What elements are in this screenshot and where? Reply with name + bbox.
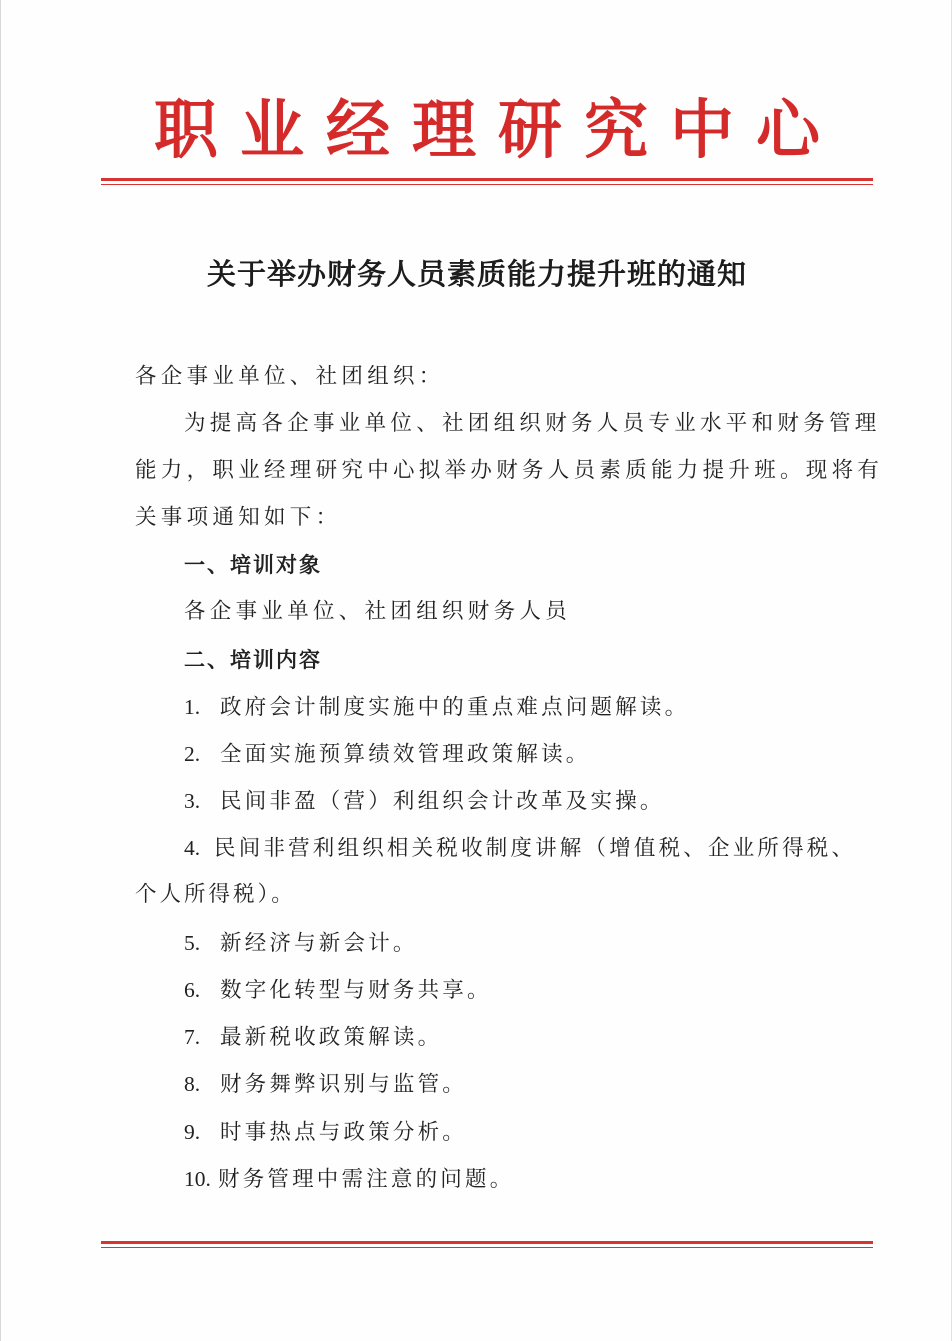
list-item-text: 财务管理中需注意的问题。 [218, 1167, 515, 1192]
list-item [184, 1022, 442, 1053]
list-item-text: 民间非盈（营）利组织会计改革及实操。 [220, 789, 665, 814]
list-item-text: 数字化转型与财务共享。 [220, 978, 492, 1003]
list-item [184, 1164, 514, 1195]
list-item [184, 786, 665, 817]
list-item-text: 政府会计制度实施中的重点难点问题解读。 [220, 695, 690, 720]
document-title: 关于举办财务人员素质能力提升班的通知 [206, 257, 747, 291]
list-item [184, 833, 856, 864]
list-item-number: 7. [184, 1025, 201, 1049]
list-item [184, 692, 689, 723]
list-item-number: 2. [184, 742, 201, 766]
list-item-number: 8. [184, 1072, 201, 1096]
list-item-text: 新经济与新会计。 [220, 931, 418, 956]
list-item [184, 739, 591, 770]
letterhead-rule [101, 178, 873, 181]
list-item [184, 1069, 467, 1100]
org-letterhead: 职业经理研究中心 [154, 93, 842, 168]
list-item-text: 时事热点与政策分析。 [220, 1120, 468, 1145]
section-heading-training-content: 二、培训内容 [184, 648, 322, 672]
list-item-number: 4. [184, 836, 201, 860]
letterhead-rule-thin [101, 184, 873, 185]
list-item-number: 1. [184, 695, 201, 719]
intro-line-2: 能力，职业经理研究中心拟举办财务人员素质能力提升班。现将有 [135, 458, 884, 483]
footer-rule [101, 1241, 873, 1244]
section-heading-training-target: 一、培训对象 [184, 553, 322, 577]
training-target-content: 各企事业单位、社团组织财务人员 [184, 599, 572, 624]
list-item-text: 民间非营利组织相关税收制度讲解（增值税、企业所得税、 [214, 836, 857, 861]
list-item-text: 全面实施预算绩效管理政策解读。 [220, 742, 591, 767]
list-item-number: 3. [184, 789, 201, 813]
list-item-number: 9. [184, 1120, 201, 1144]
list-item-number: 5. [184, 931, 201, 955]
list-item [184, 928, 418, 959]
list-item [184, 975, 492, 1006]
list-item-text: 财务舞弊识别与监管。 [220, 1072, 468, 1097]
list-item [184, 1117, 467, 1148]
salutation: 各企事业单位、社团组织： [135, 364, 445, 389]
intro-line-3: 关事项通知如下： [135, 505, 342, 530]
list-item-number: 10. [184, 1167, 211, 1191]
intro-line-1: 为提高各企事业单位、社团组织财务人员专业水平和财务管理 [184, 411, 881, 436]
list-item-4-continuation: 个人所得税）。 [135, 882, 296, 907]
footer-rule-thin [101, 1247, 873, 1248]
list-item-number: 6. [184, 978, 201, 1002]
list-item-text: 最新税收政策解读。 [220, 1025, 443, 1050]
